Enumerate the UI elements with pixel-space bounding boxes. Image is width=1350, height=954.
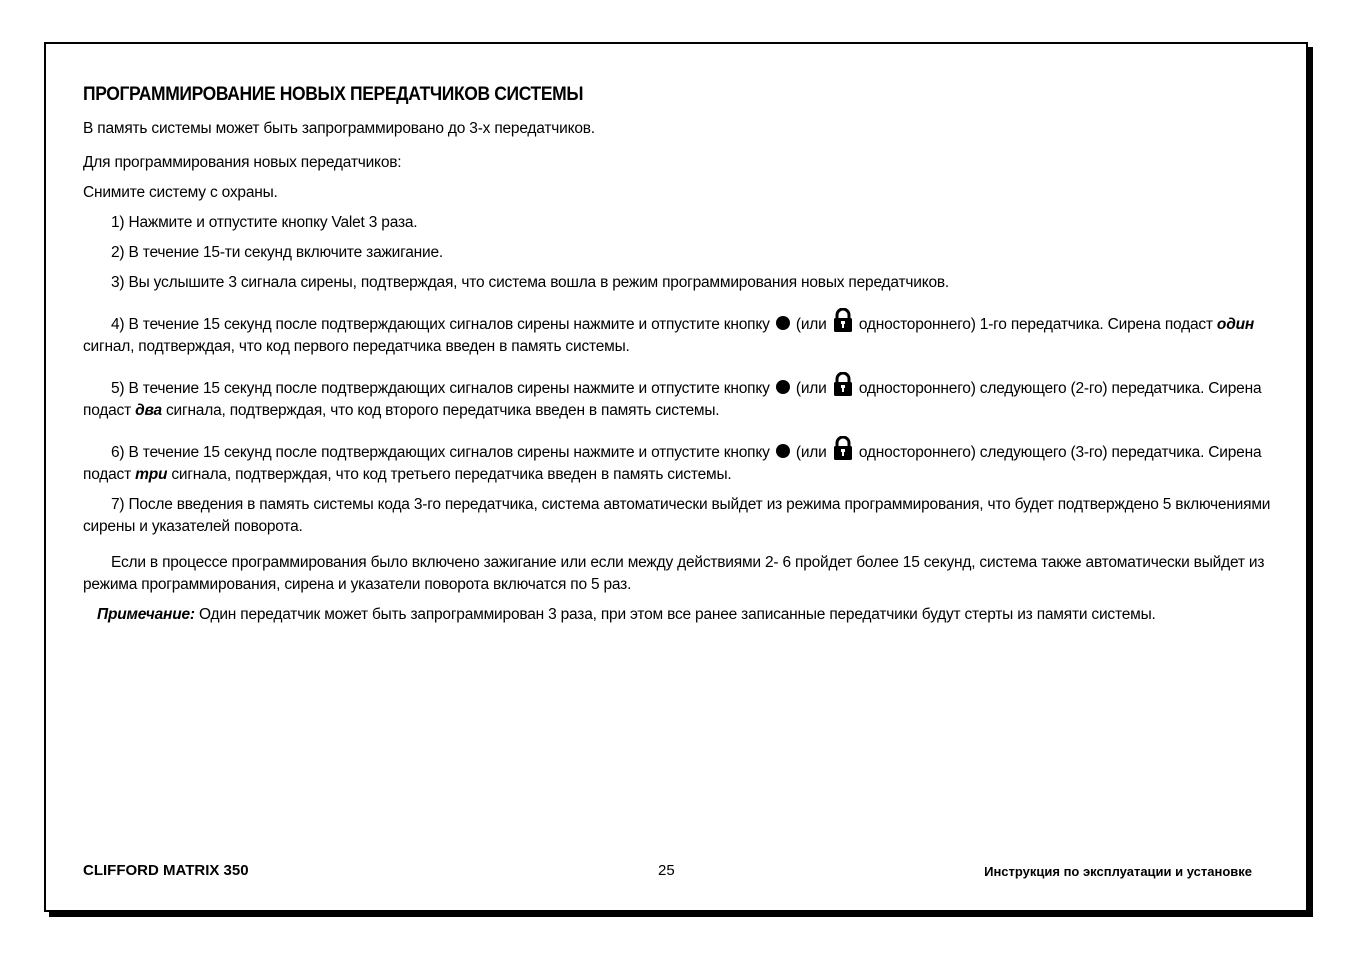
lock-button-icon bbox=[833, 436, 853, 461]
step-1: 1) Нажмите и отпустите кнопку Valet 3 раза. bbox=[111, 214, 418, 231]
step-6-text-b: (или bbox=[795, 444, 827, 461]
subheading: Для программирования новых передатчиков: bbox=[83, 154, 402, 171]
step-5-text-a: 5) В течение 15 секунд после подтверждающих сигналов сирены нажмите и отпустите кнопку bbox=[111, 380, 770, 397]
step-6-text-a: 6) В течение 15 секунд после подтверждающих сигналов сирены нажмите и отпустите кнопку bbox=[111, 444, 770, 461]
circle-button-icon bbox=[776, 444, 790, 458]
step-5-emphasis: два bbox=[135, 402, 162, 419]
step-2: 2) В течение 15-ти секунд включите зажигание. bbox=[111, 244, 443, 261]
step-4-emphasis: один bbox=[1216, 316, 1255, 333]
disarm-instruction: Снимите систему с охраны. bbox=[83, 184, 278, 201]
footer-product-name: CLIFFORD MATRIX 350 bbox=[83, 862, 249, 879]
step-4-text-d: сигнал, подтверждая, что код первого передатчика введен в память системы. bbox=[83, 338, 630, 355]
step-3: 3) Вы услышите 3 сигнала сирены, подтверждая, что система вошла в режим программирования новых передатчиков. bbox=[111, 274, 950, 291]
footer-manual-title: Инструкция по эксплуатации и установке bbox=[984, 864, 1252, 879]
intro-paragraph: В память системы может быть запрограммировано до 3-х передатчиков. bbox=[83, 120, 595, 137]
step-4-text-b: (или bbox=[795, 316, 827, 333]
circle-button-icon bbox=[776, 316, 790, 330]
page-frame bbox=[44, 42, 1308, 912]
step-5 bbox=[83, 372, 1273, 422]
step-7: 7) После введения в память системы кода 3-го передатчика, система автоматически выйдет из режима программирования, что будет подтверждено 5 включениями сирены и указателей поворота. bbox=[83, 496, 1271, 535]
note-label: Примечание: bbox=[97, 606, 195, 623]
step-6-text-c: одностороннего) следующего (3-го) передатчика. Сирена подаст bbox=[83, 444, 1262, 483]
step-6-emphasis: три bbox=[135, 466, 168, 483]
step-5-text-b: (или bbox=[795, 380, 827, 397]
document-body bbox=[83, 118, 1273, 626]
circle-button-icon bbox=[776, 380, 790, 394]
step-6-text-d: сигнала, подтверждая, что код третьего передатчика введен в память системы. bbox=[171, 466, 732, 483]
page-title: ПРОГРАММИРОВАНИЕ НОВЫХ ПЕРЕДАТЧИКОВ СИСТЕМЫ bbox=[83, 84, 584, 105]
lock-button-icon bbox=[833, 308, 853, 333]
note-paragraph bbox=[83, 604, 1273, 626]
note-text: Один передатчик может быть запрограммирован 3 раза, при этом все ранее записанные передатчики будут стерты из памяти системы. bbox=[198, 606, 1156, 623]
timeout-warning: Если в процессе программирования было включено зажигание или если между действиями 2- 6 пройдет более 15 секунд, система также автоматически выйдет из режима программирования, сирена и указатели поворота включатся по 5 раз. bbox=[83, 554, 1265, 593]
step-4-text-c: одностороннего) 1-го передатчика. Сирена подаст bbox=[858, 316, 1213, 333]
lock-button-icon bbox=[833, 372, 853, 397]
step-6 bbox=[83, 436, 1273, 486]
page-number: 25 bbox=[658, 862, 675, 879]
step-4-text-a: 4) В течение 15 секунд после подтверждающих сигналов сирены нажмите и отпустите кнопку bbox=[111, 316, 770, 333]
step-4 bbox=[83, 308, 1273, 358]
step-5-text-c: одностороннего) следующего (2-го) передатчика. Сирена подаст bbox=[83, 380, 1262, 419]
step-5-text-d: сигнала, подтверждая, что код второго передатчика введен в память системы. bbox=[165, 402, 720, 419]
